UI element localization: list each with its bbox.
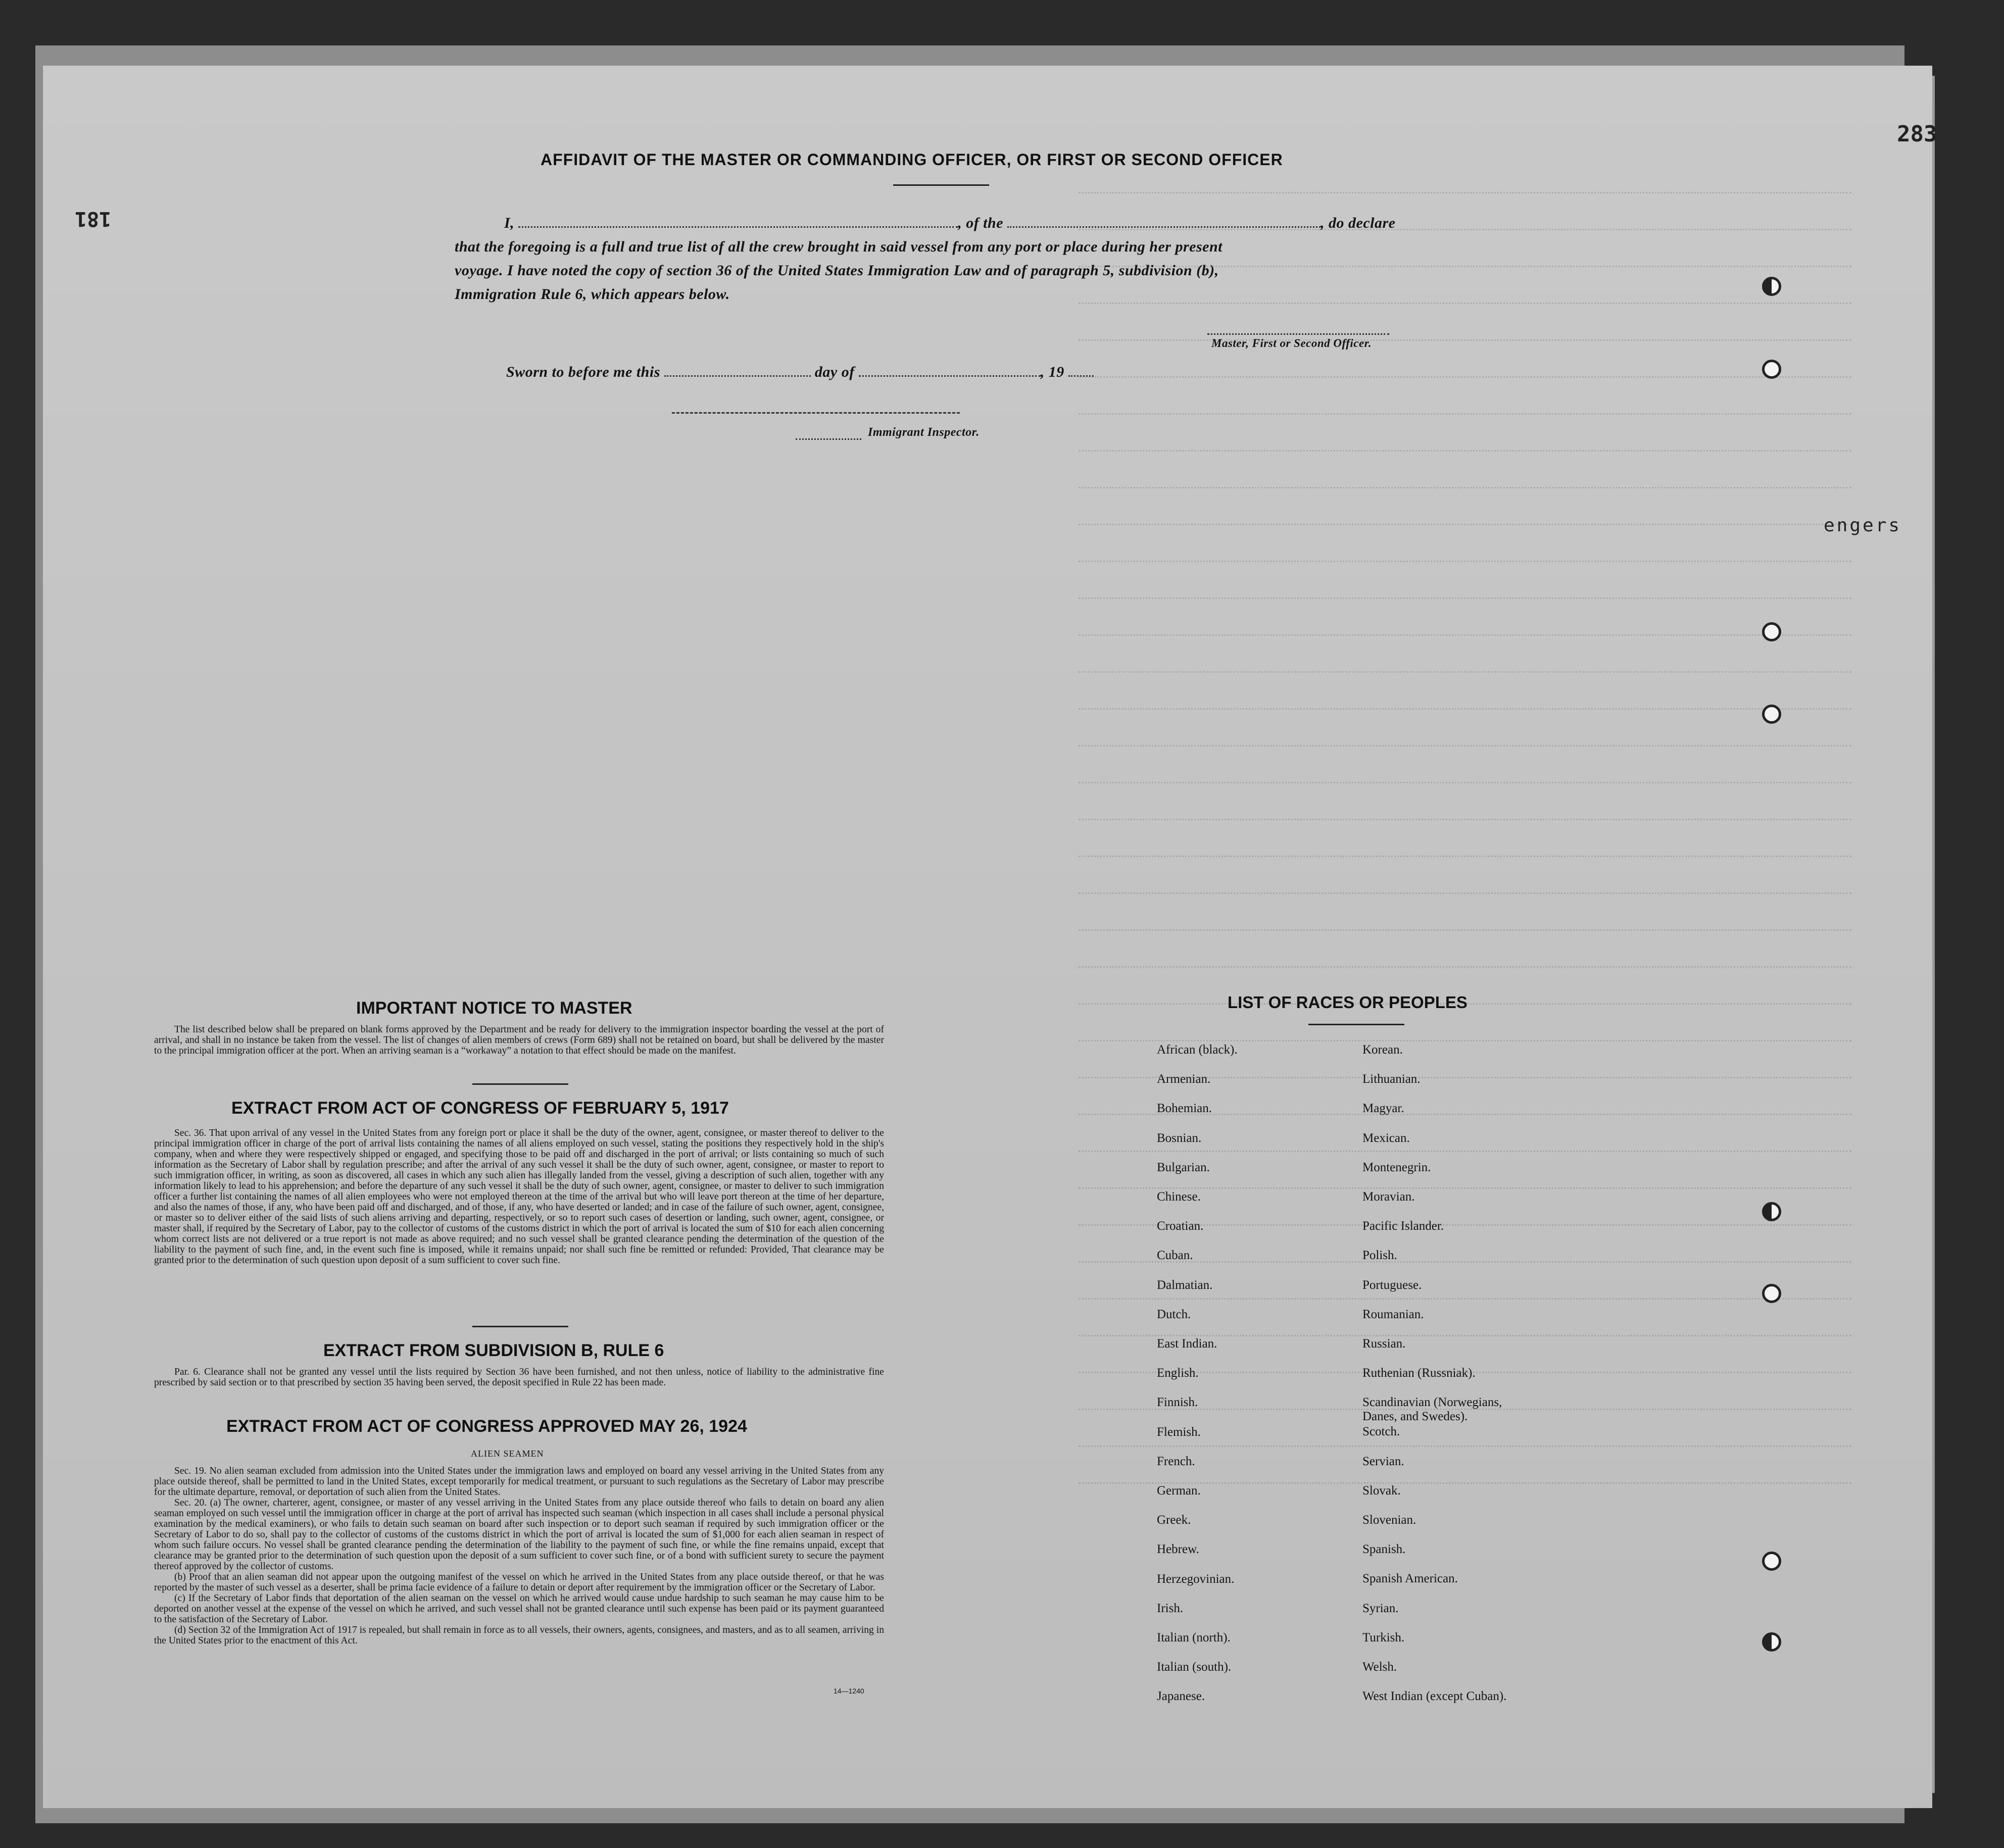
punch-hole-5 (1762, 1202, 1781, 1221)
par-6-paragraph: Par. 6. Clearance shall not be granted any vessel until the lists required by Section 36 have been furnished, and not then unless, notice of liability to the administrative fine prescribed by said section or to that prescribed by section 35 having been served, the deposit specified in Rule 22 has been made. (154, 1367, 884, 1388)
race-item: Lithuanian. (1362, 1072, 1421, 1086)
inspector-signature-line (672, 412, 960, 414)
race-item: Dalmatian. (1157, 1278, 1213, 1292)
race-item: Irish. (1157, 1601, 1184, 1615)
affidavit-line1-a: I, (504, 215, 515, 231)
race-item: Magyar. (1362, 1102, 1404, 1116)
race-item: Slovak. (1362, 1483, 1401, 1497)
race-item: Spanish. (1362, 1542, 1406, 1557)
punch-hole-1 (1762, 277, 1781, 296)
race-item: Syrian. (1362, 1601, 1399, 1615)
master-signature-line (1207, 333, 1389, 335)
race-item: Roumanian. (1362, 1307, 1424, 1321)
race-item: Polish. (1362, 1248, 1397, 1263)
extract-1917-body (154, 1128, 884, 1266)
notice-title: IMPORTANT NOTICE TO MASTER (356, 998, 632, 1018)
affidavit-line1-b: , of the (958, 215, 1004, 231)
side-fragment: engers (1824, 515, 1902, 536)
races-title-rule (1308, 1024, 1404, 1025)
punch-hole-8 (1762, 1632, 1781, 1652)
affidavit-line1-c: , do declare (1321, 215, 1396, 231)
race-item: Bosnian. (1157, 1131, 1202, 1145)
affidavit-line-1 (504, 215, 1395, 232)
race-item: Portuguese. (1362, 1278, 1422, 1292)
race-item: Hebrew. (1157, 1542, 1199, 1557)
race-item: Slovenian. (1362, 1513, 1416, 1527)
race-item: Greek. (1157, 1513, 1191, 1527)
punch-hole-4 (1762, 705, 1781, 724)
race-item: Servian. (1362, 1454, 1404, 1468)
race-item: West Indian (except Cuban). (1362, 1689, 1507, 1704)
affidavit-line-4: Immigration Rule 6, which appears below. (455, 286, 730, 303)
affidavit-title: AFFIDAVIT OF THE MASTER OR COMMANDING OFFICER, OR FIRST OR SECOND OFFICER (541, 151, 1283, 169)
affidavit-line-3: voyage. I have noted the copy of section 36 of the United States Immigration Law and of paragraph 5, subdivision (b), (455, 262, 1219, 279)
bleed-through-manifest (1079, 157, 1851, 1520)
month-blank (859, 375, 1041, 377)
affidavit-line-2: that the foregoing is a full and true list of all the crew brought in said vessel from any port or place during her present (455, 238, 1223, 255)
race-item: German. (1157, 1484, 1201, 1497)
race-item: Chinese. (1157, 1190, 1201, 1204)
punch-hole-2 (1762, 360, 1781, 379)
sworn-c: , 19 (1040, 364, 1064, 380)
race-item: East Indian. (1157, 1337, 1217, 1351)
extract-1924-title: EXTRACT FROM ACT OF CONGRESS APPROVED MAY 26, 1924 (226, 1417, 747, 1436)
notice-body (154, 1024, 884, 1056)
race-item: Montenegrin. (1362, 1160, 1431, 1174)
race-item: Bohemian. (1157, 1102, 1212, 1116)
sworn-line (506, 364, 1094, 381)
sec-20b-paragraph: (b) Proof that an alien seaman did not appear upon the outgoing manifest of the vessel on which he arrived in the United States from any place outside thereof, or that he was reported by the master of such vessel as a deserter, shall be prima facie evidence of a failure to detain or deport after requirement by the immigration officer or the Secretary of Labor. (154, 1572, 884, 1593)
notice-paragraph: The list described below shall be prepared on blank forms approved by the Department and be ready for delivery to the immigration inspector boarding the vessel at the port of arrival, and shall in no instance be taken from the vessel. The list of changes of alien members of crews (Form 689) shall not be retained on board, but shall be delivered by the master to the principal immigration officer at the port. When an arriving seaman is a “workaway” a notation to that effect should be made on the manifest. (154, 1024, 884, 1056)
vessel-blank (1007, 226, 1321, 228)
year-blank (1068, 375, 1094, 377)
race-item: Danes, and Swedes). (1362, 1410, 1468, 1424)
extract-rule6-title: EXTRACT FROM SUBDIVISION B, RULE 6 (323, 1341, 664, 1360)
affidavit-title-rule (893, 184, 989, 186)
race-item: Scotch. (1362, 1425, 1400, 1439)
race-item: Italian (north). (1157, 1631, 1231, 1644)
sec-20d-paragraph: (d) Section 32 of the Immigration Act of 1917 is repealed, but shall remain in force as to all vessels, their owners, agents, consignees, and masters, and as to all seamen, arriving in the United States prior to the enactment of this Act. (154, 1625, 884, 1646)
form-number: 14—1240 (834, 1687, 864, 1695)
page-number: 283 (1897, 121, 1937, 147)
notice-rule (472, 1083, 568, 1085)
race-item: French. (1157, 1454, 1195, 1468)
inspector-label: Immigrant Inspector. (868, 426, 980, 439)
sec-20a-paragraph: Sec. 20. (a) The owner, charterer, agent, consignee, or master of any vessel arriving in the United States from any place outside thereof who fails to detain on board any alien seaman employed on such vessel until the immigration officer in charge at the port of arrival has inspected such seaman (which inspection in all cases shall include a personal physical examination by the medical examiners), or who fails to detain such seaman on board after such inspection or to deport such seaman if required by such immigration officer or the Secretary of Labor to do so, shall pay to the collector of customs of the customs district in which the port of arrival is located the sum of $1,000 for each alien seaman in respect of whom such failure occurs. No vessel shall be granted clearance pending the determination of the liability to the payment of such fine, or while the fine remains unpaid, except that clearance may be granted prior to the determination of such question upon the deposit of a sum sufficient to cover such fine, or of a bond with sufficient surety to secure the payment thereof approved by the collector of customs. (154, 1497, 884, 1572)
extract-1924-body (154, 1466, 884, 1646)
sec-36-paragraph: Sec. 36. That upon arrival of any vessel in the United States from any foreign port or place it shall be the duty of the owner, agent, consignee, or master thereof to deliver to the principal immigration officer in charge of the port of arrival lists containing the names of all aliens employed on such vessel, stating the positions they respectively hold in the ship's company, when and where they were respectively shipped or engaged, and specifying those to be paid off and discharged in the port of arrival; or lists containing so much of such information as the Secretary of Labor shall by regulation prescribe; and after the arrival of any such vessel it shall be the duty of such owner, agent, consignee, or master to report to such immigration officer, in writing, as soon as discovered, all cases in which any such alien has illegally landed from the vessel, giving a description of such alien, together with any information likely to lead to his apprehension; and before the departure of any such vessel it shall be the duty of such owner, agent, consignee, or master to deliver to such immigration officer a further list containing the names of all alien employees who were not employed thereon at the time of the arrival but who will leave port thereon at the time of her departure, and also the names of those, if any, who have been paid off and discharged, and of those, if any, who have deserted or landed; and in case of the failure of such owner, agent, consignee, or master so to deliver either of the said lists of such aliens arriving and departing, respectively, or so to report such cases of desertion or landing, such owner, agent, consignee, or master shall, if required by the Secretary of Labor, pay to the collector of customs of the customs district in which the port of arrival is located the sum of $10 for each alien concerning whom correct lists are not delivered or a true report is not made as above required; and no such vessel shall be granted clearance pending the determination of the question of the liability to the payment of such fine, and, in the event such fine is imposed, while it remains unpaid; nor shall such fine be remitted or refunded: Provided, That clearance may be granted prior to the determination of such question upon deposit of a sum sufficient to cover such fine. (154, 1128, 884, 1266)
punch-hole-7 (1762, 1552, 1781, 1571)
race-item: Ruthenian (Russniak). (1362, 1366, 1476, 1380)
race-item: Turkish. (1362, 1630, 1405, 1644)
alien-seamen-subtitle: ALIEN SEAMEN (471, 1449, 544, 1459)
race-item: Japanese. (1157, 1689, 1205, 1704)
race-item: Croatian. (1157, 1219, 1204, 1233)
punch-hole-6 (1762, 1284, 1781, 1303)
race-item: Pacific Islander. (1362, 1219, 1444, 1233)
sworn-a: Sworn to before me this (506, 364, 660, 380)
extract-1917-title: EXTRACT FROM ACT OF CONGRESS OF FEBRUARY 5, 1917 (231, 1098, 729, 1118)
race-item: Russian. (1362, 1337, 1406, 1351)
race-item: Flemish. (1157, 1425, 1201, 1439)
day-blank (664, 375, 811, 377)
race-item: Moravian. (1362, 1190, 1415, 1204)
race-item: Bulgarian. (1157, 1160, 1210, 1174)
left-margin-number: 181 (75, 207, 112, 230)
race-item: Mexican. (1362, 1131, 1410, 1145)
sec-20c-paragraph: (c) If the Secretary of Labor finds that deportation of the alien seaman on the vessel on which he arrived would cause undue hardship to such seaman he may cause him to be deported on another vessel at the expense of the vessel on which he arrived, and such vessel shall not be granted clearance until such expense has been paid or its payment guaranteed to the satisfaction of the Secretary of Labor. (154, 1593, 884, 1625)
punch-hole-3 (1762, 622, 1781, 641)
race-item: Cuban. (1157, 1248, 1193, 1263)
race-item: Italian (south). (1157, 1660, 1232, 1674)
races-title: LIST OF RACES OR PEOPLES (1228, 993, 1468, 1012)
sworn-b: day of (814, 364, 855, 380)
race-item: English. (1157, 1366, 1199, 1380)
extract-rule6-body (154, 1367, 884, 1388)
race-item: Welsh. (1362, 1660, 1397, 1674)
extract-1917-rule (472, 1326, 568, 1327)
race-item: African (black). (1157, 1043, 1238, 1057)
race-item: Scandinavian (Norwegians, (1362, 1395, 1502, 1410)
race-item: Herzegovinian. (1157, 1572, 1235, 1586)
race-item: Finnish. (1157, 1395, 1198, 1410)
race-item: Korean. (1362, 1043, 1403, 1057)
race-item: Spanish American. (1362, 1572, 1458, 1586)
master-signature-label: Master, First or Second Officer. (1211, 337, 1372, 349)
inspector-dots (796, 438, 861, 440)
name-blank (518, 226, 958, 228)
sec-19-paragraph: Sec. 19. No alien seaman excluded from admission into the United States under the immigration laws and employed on board any vessel arriving in the United States from any place outside thereof, shall be permitted to land in the United States, except temporarily for medical treatment, or pursuant to such regulations as the Secretary of Labor may prescribe for the ultimate departure, removal, or deportation of such alien from the United States. (154, 1466, 884, 1497)
race-item: Dutch. (1157, 1307, 1191, 1321)
race-item: Armenian. (1157, 1072, 1211, 1086)
